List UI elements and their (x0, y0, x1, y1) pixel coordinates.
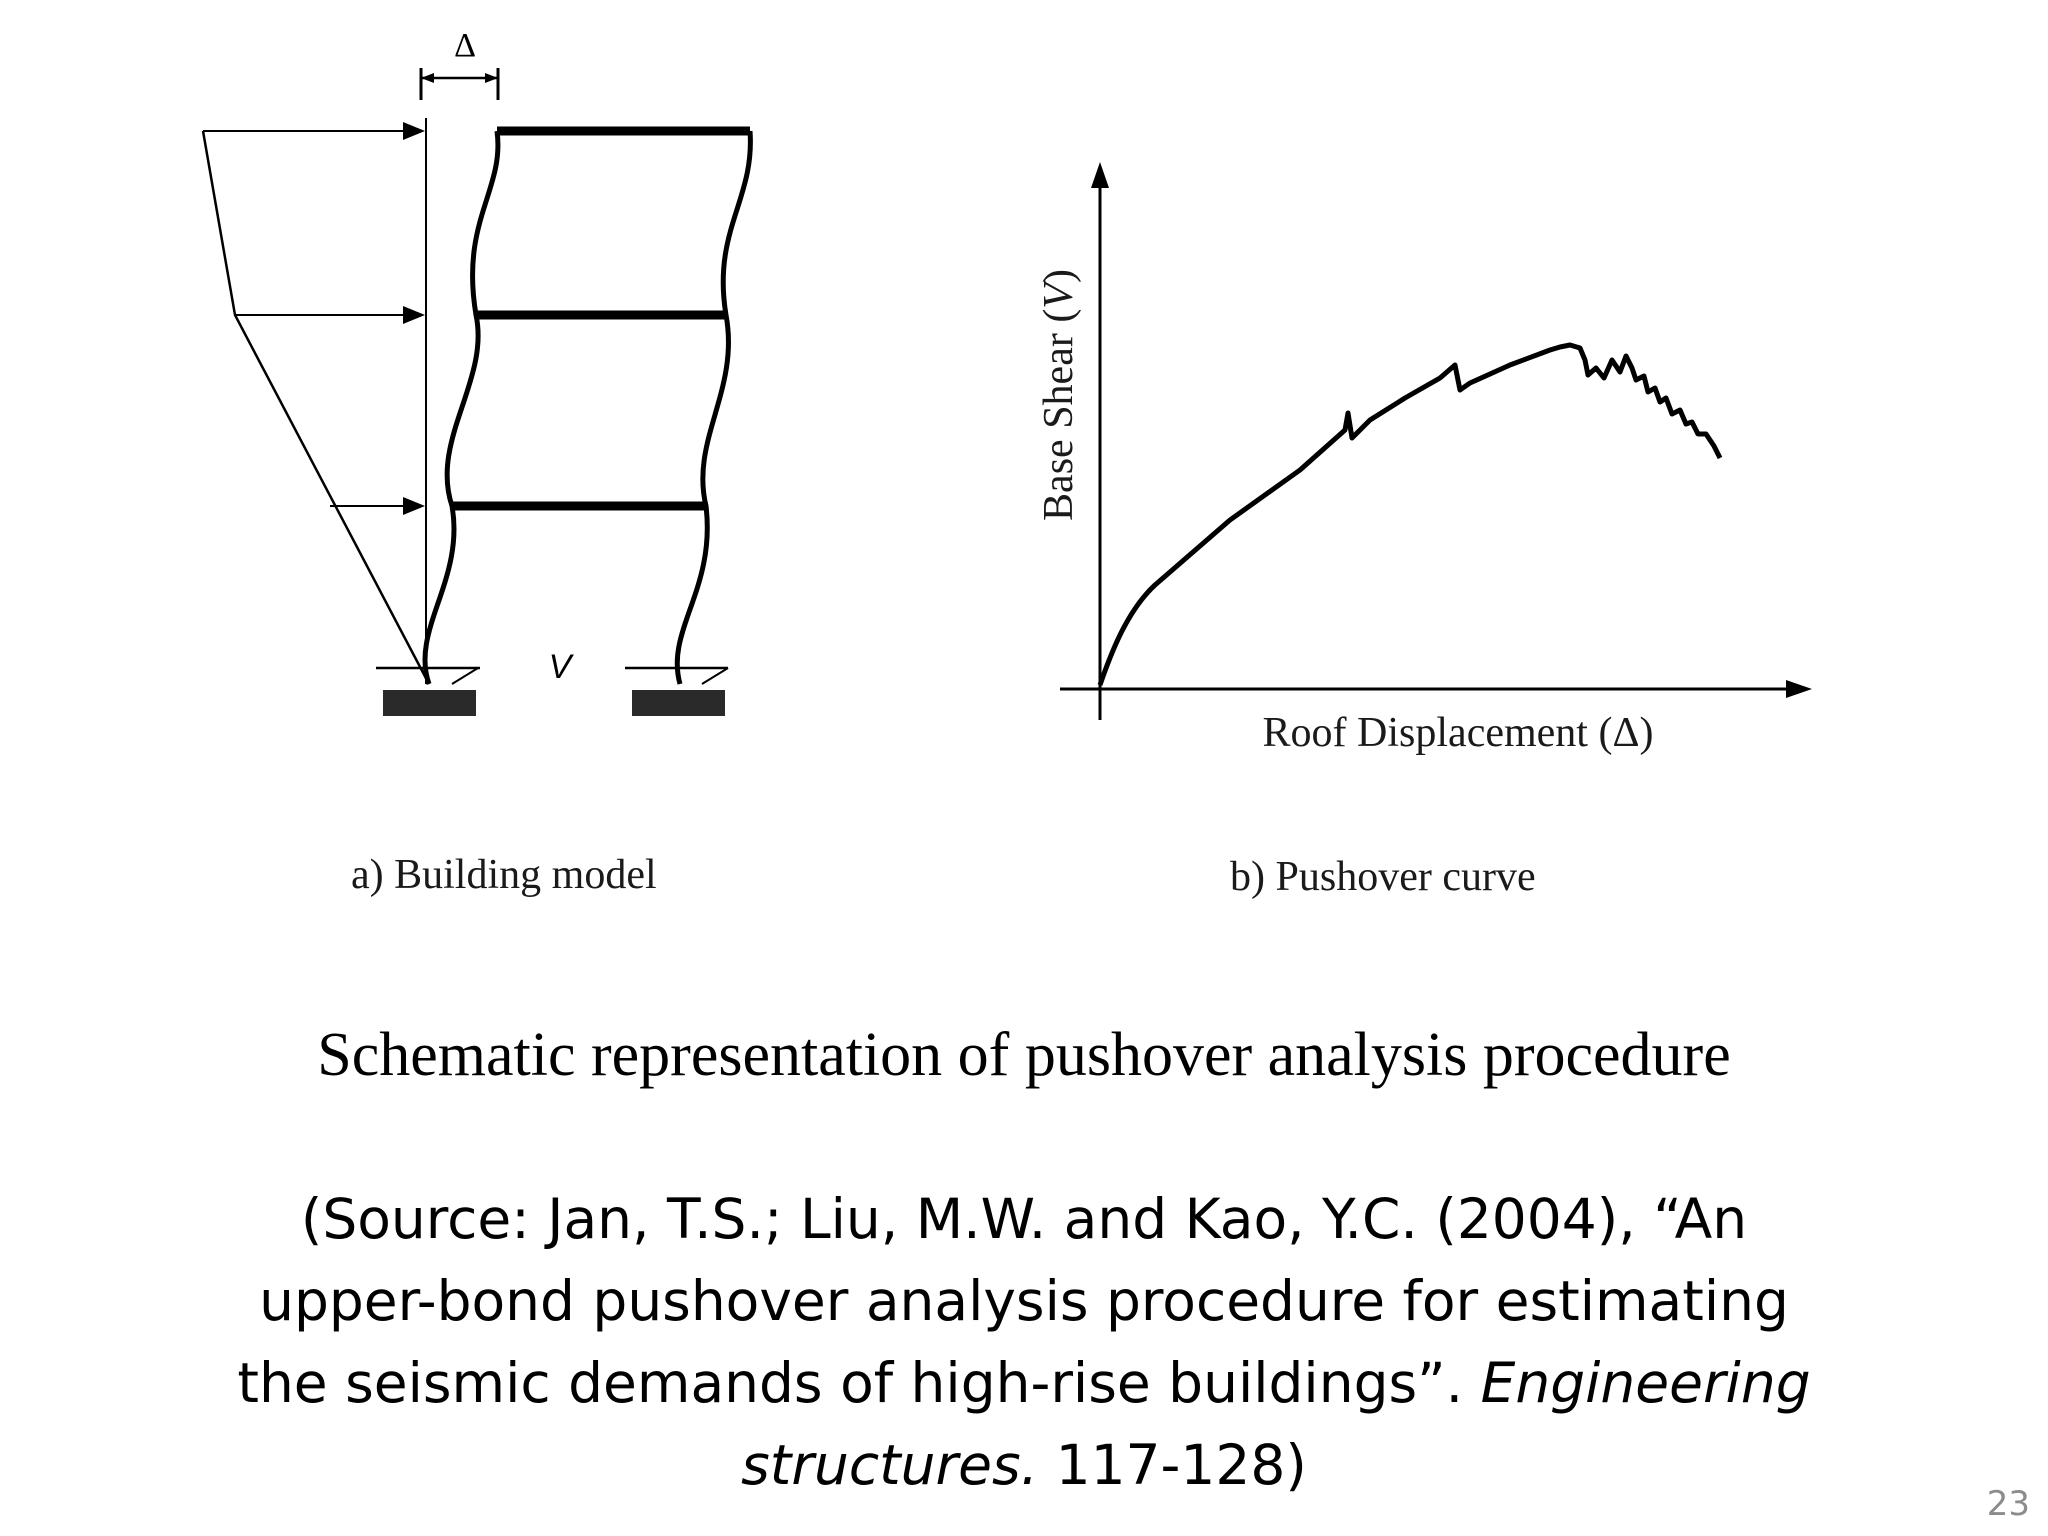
load-profile-line (203, 131, 429, 684)
pushover-curve-caption: b) Pushover curve (1230, 854, 1536, 900)
source-journal-title: Engineering structures. (741, 1351, 1811, 1497)
slide-caption: Schematic representation of pushover analysis procedure (317, 1021, 1731, 1089)
right-column (677, 131, 750, 684)
building-model-diagram (203, 27, 750, 898)
source-citation (224, 1178, 1824, 1506)
left-column (425, 131, 498, 684)
displacement-dimension (421, 27, 498, 100)
building-model-caption: a) Building model (351, 852, 657, 898)
pushover-curve (1100, 345, 1720, 685)
deformed-frame (425, 131, 750, 684)
base-shear-v-label: V (548, 648, 572, 686)
x-axis-label: Roof Displacement (Δ) (1262, 710, 1654, 756)
y-axis-label: Base Shear (V) (1036, 269, 1082, 521)
delta-label: Δ (454, 27, 476, 64)
source-citation-text: (Source: Jan, T.S.; Liu, M.W. and Kao, Y.C. (2004), “An upper-bond pushover analysis procedure for estimating the seismic demands of high-rise buildings”. (237, 1187, 1789, 1415)
pushover-curve-diagram (1036, 162, 1812, 900)
slide-number: 23 (1986, 1484, 2030, 1524)
source-pages: 117-128) (1038, 1433, 1307, 1497)
